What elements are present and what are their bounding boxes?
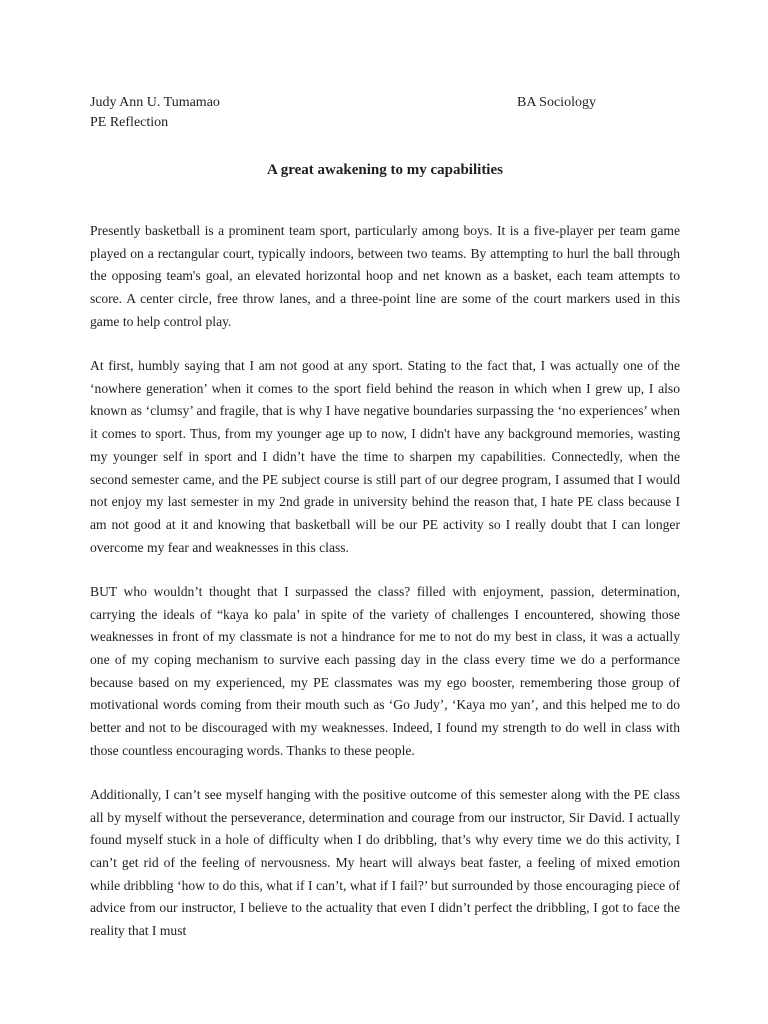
course-name: BA Sociology [517,95,596,110]
document-body [90,220,680,964]
document-title: A great awakening to my capabilities [267,162,503,178]
document-page [90,0,680,1024]
paragraph-3: BUT who wouldn’t thought that I surpassed the class? filled with enjoyment, passion, determination, carrying the ideals of “kaya ko pala’ in spite of the variety of challenges I encountered, showing those weaknesses in front of my classmate is not a hindrance for me to not do my best in class, it was a actually one of my coping mechanism to survive each passing day in the class every time we do a performance because based on my experienced, my PE classmates was my ego booster, remembering those group of motivational words coming from their mouth such as ‘Go Judy’, ‘Kaya mo yan’, and this helped me to do better and not to be discouraged with my weaknesses. Indeed, I found my strength to do well in class with those countless encouraging words. Thanks to these people. [90,583,680,758]
document-type: PE Reflection [90,115,169,130]
author-name: Judy Ann U. Tumamao [90,95,220,110]
paragraph-1: Presently basketball is a prominent team sport, particularly among boys. It is a five-player per team game played on a rectangular court, typically indoors, between two teams. By attempting to hurl the ball through the opposing team's goal, an elevated horizontal hoop and net known as a basket, each team attempts to score. A center circle, free throw lanes, and a three-point line are some of the court markers used in this game to help control play. [90,223,680,329]
paragraph-2: At first, humbly saying that I am not good at any sport. Stating to the fact that, I was actually one of the ‘nowhere generation’ when it comes to the sport field behind the reason in which when I grew up, I also known as ‘clumsy’ and fragile, that is why I have negative boundaries surpassing the ‘no experiences’ when it comes to sport. Thus, from my younger age up to now, I didn't have any background memories, wasting my younger self in sport and I didn’t have the time to sharpen my capabilities. Connectedly, when the second semester came, and the PE subject course is still part of our degree program, I assumed that I would not enjoy my last semester in my 2nd grade in university behind the reason that, I hate PE class because I am not good at it and knowing that basketball will be our PE activity so I really doubt that I can longer overcome my fear and weaknesses in this class. [90,358,680,555]
header-row [90,93,680,113]
paragraph-4: Additionally, I can’t see myself hanging with the positive outcome of this semester along with the PE class all by myself without the perseverance, determination and courage from our instructor, Sir David. I actually found myself stuck in a hole of difficulty when I do dribbling, that’s why every time we do this activity, I can’t get rid of the feeling of nervousness. My heart will always beat faster, a feeling of mixed emotion while dribbling ‘how to do this, what if I can’t, what if I fail?’ but surrounded by those encouraging piece of advice from our instructor, I believe to the actuality that even I didn’t perfect the dribbling, I got to face the reality that I must [90,786,680,939]
